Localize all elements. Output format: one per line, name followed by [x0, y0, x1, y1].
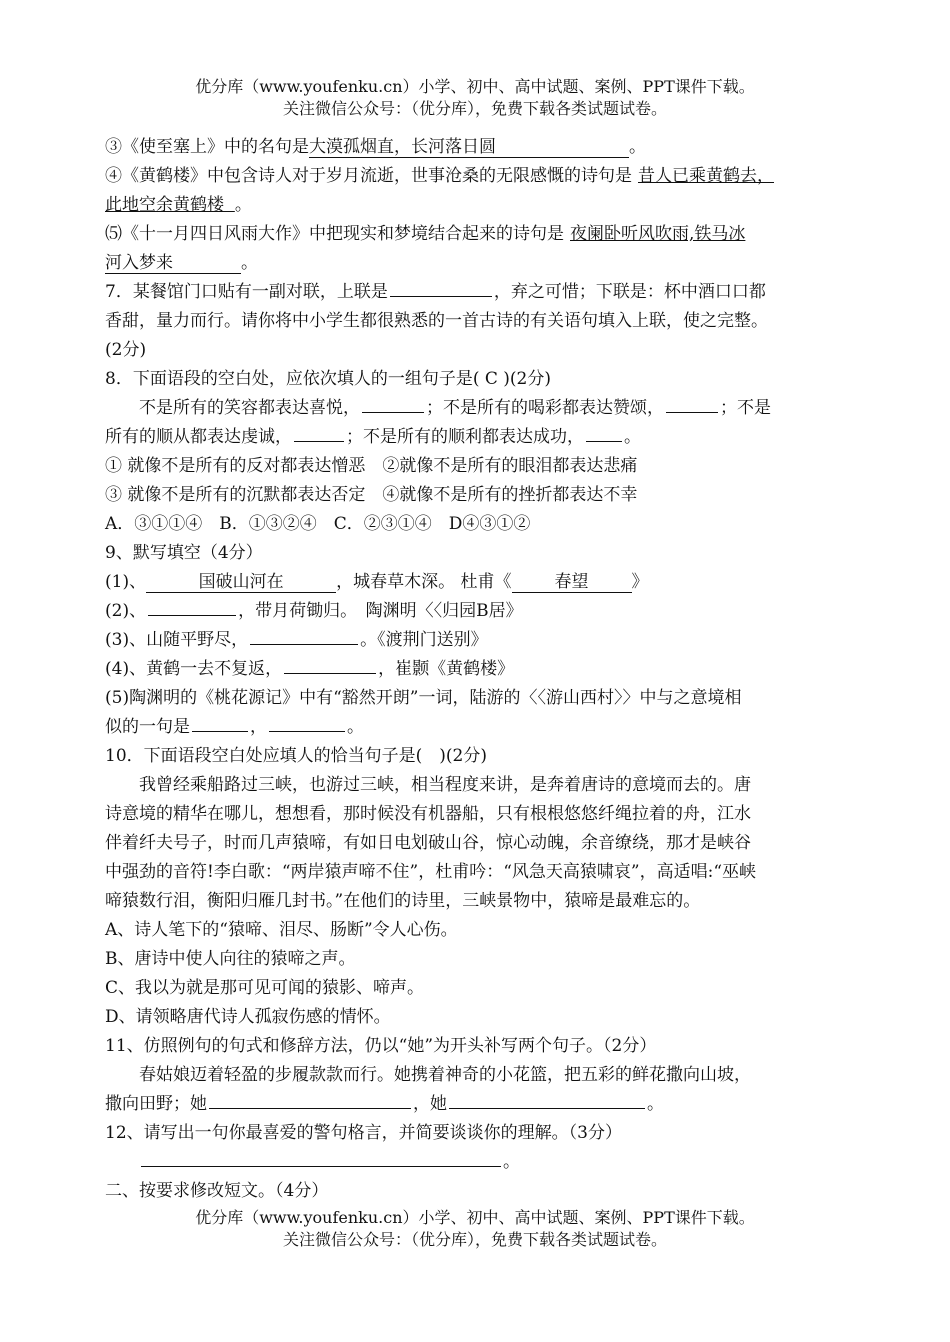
q11-para-1: 春姑娘迈着轻盈的步履款款而行。她携着神奇的小花篮，把五彩的鲜花撒向山坡， [139, 1065, 751, 1085]
q9-line1: (1)、 国破山河在 ，城春草木深。 杜甫《 春望 》 [105, 572, 649, 592]
q8-blank-2 [666, 394, 718, 413]
q8-stem: 8．下面语段的空白处，应依次填人的一组句子是( C )(2分) [105, 369, 551, 389]
q11-para-2: 撒向田野；她 ，她 。 [105, 1090, 847, 1119]
q6-item4-cont: 此地空余黄鹤楼 。 [105, 195, 252, 215]
q10-para-3: 伴着纤夫号子，时而几声猿啼，有如日电划破山谷，惊心动魄，余音缭绕，那才是峡谷 [105, 833, 751, 853]
q10-option-a: A、诗人笔下的“猿啼、泪尽、肠断”令人心伤。 [105, 920, 458, 940]
q6-item5-answer-b: 河入梦来 [105, 253, 241, 274]
q7-line2: 香甜，量力而行。请你将中小学生都很熟悉的一首古诗的有关语句填入上联，使之完整。 [105, 311, 768, 331]
q6-item3-answer: 大漠孤烟直，长河落日圆 [309, 137, 629, 158]
q10-para-4: 中强劲的音符!李白歌：“两岸猿声啼不住”，杜甫吟：“风急天高猿啸哀”，高适唱:“巫峡 [105, 862, 757, 882]
q9-line5: (5)陶渊明的《桃花源记》中有“豁然开朗”一词，陆游的〈〈游山西村〉〉中与之意境相 [105, 688, 742, 708]
q9-blank-4 [284, 655, 376, 674]
q7-line1: 7．某餐馆门口贴有一副对联，上联是 ，弃之可惜；下联是：杯中酒口口都 [105, 278, 847, 307]
q10-para-1: 我曾经乘船路过三峡，也游过三峡，相当程度来讲，是奔着唐诗的意境而去的。唐 [139, 775, 751, 795]
q7-line3: (2分) [105, 340, 147, 360]
q6-item5-cont: 河入梦来 。 [105, 253, 258, 273]
q11-blank-1 [209, 1090, 411, 1109]
q7-blank [390, 278, 492, 297]
q9-blank-2 [148, 597, 236, 616]
footer-line-2: 关注微信公众号：（优分库），免费下载各类试题试卷。 [282, 1230, 667, 1249]
q8-blank-4 [586, 423, 622, 442]
header-line-2: 关注微信公众号：（优分库），免费下载各类试题试卷。 [282, 99, 667, 118]
q9-blank-3 [250, 626, 358, 645]
q10-option-d: D、请领略唐代诗人孤寂伤感的情怀。 [105, 1007, 391, 1027]
q9-line1-title: 春望 [512, 572, 632, 593]
q9-blank-5b [269, 713, 345, 732]
page-footer [0, 1207, 950, 1251]
q12-blank [141, 1148, 501, 1167]
q10-para-5: 啼猿数行泪，衡阳归雁几封书。”在他们的诗里，三峡景物中，猿啼是最难忘的。 [105, 891, 701, 911]
section-2-title: 二、按要求修改短文。（4分） [105, 1181, 329, 1201]
page-header [0, 76, 950, 120]
q6-item3: ③《使至塞上》中的名句是大漠孤烟直，长河落日圆 。 [105, 137, 646, 157]
q10-stem: 10．下面语段空白处应填人的恰当句子是( )(2分) [105, 746, 487, 766]
q12-answer-line: 。 [105, 1148, 847, 1177]
q8-options-1: ① 就像不是所有的反对都表达憎恶 ②就像不是所有的眼泪都表达悲痛 [105, 456, 638, 476]
q10-para-2: 诗意境的精华在哪儿，想想看，那时候没有机器船，只有根根悠悠纤绳拉着的舟，江水 [105, 804, 751, 824]
header-line-1: 优分库（www.youfenku.cn）小学、初中、高中试题、案例、PPT课件下载。 [195, 77, 755, 96]
q6-item4: ④《黄鹤楼》中包含诗人对于岁月流逝，世事沧桑的无限感慨的诗句是 昔人已乘黄鹤去， [105, 166, 774, 186]
q9-title: 9、默写填空（4分） [105, 543, 263, 563]
q10-option-b: B、唐诗中使人向往的猿啼之声。 [105, 949, 356, 969]
q8-para2: 所有的顺从都表达虔诚， ；不是所有的顺利都表达成功， 。 [105, 423, 847, 452]
q6-item4-answer-a: 昔人已乘黄鹤去， [638, 166, 774, 186]
q11-stem: 11、仿照例句的句式和修辞方法，仍以“她”为开头补写两个句子。（2分） [105, 1036, 657, 1056]
q10-option-c: C、我以为就是那可见可闻的猿影、啼声。 [105, 978, 425, 998]
q9-line4: (4)、黄鹤一去不复返， ，崔颢《黄鹤楼》 [105, 655, 847, 684]
q8-blank-3 [294, 423, 344, 442]
q9-line2: (2)、 ，带月荷锄归。 陶渊明〈〈归园B居》 [105, 597, 847, 626]
q6-item4-answer-b: 此地空余黄鹤楼 [105, 195, 224, 215]
footer-line-1: 优分库（www.youfenku.cn）小学、初中、高中试题、案例、PPT课件下载。 [195, 1208, 755, 1227]
q9-line3: (3)、山随平野尽， 。《渡荆门送别》 [105, 626, 847, 655]
q9-line5-cont: 似的一句是 ， 。 [105, 713, 847, 742]
q6-item5: ⑸《十一月四日风雨大作》中把现实和梦境结合起来的诗句是 夜阑卧听风吹雨,铁马冰 [105, 224, 746, 244]
q9-blank-5a [192, 713, 248, 732]
q8-blank-1 [362, 394, 424, 413]
q6-item5-answer-a: 夜阑卧听风吹雨,铁马冰 [570, 224, 746, 244]
q11-blank-2 [449, 1090, 645, 1109]
q12-stem: 12、请写出一句你最喜爱的警句格言，并简要谈谈你的理解。（3分） [105, 1123, 622, 1143]
q9-line1-answer: 国破山河在 [146, 572, 336, 593]
document-body [105, 133, 847, 1206]
q8-choices: A．③①①④ B．①③②④ C．②③①④ D④③①② [105, 514, 531, 534]
q8-answer: C [484, 369, 498, 389]
q8-para1: 不是所有的笑容都表达喜悦， ；不是所有的喝彩都表达赞颂， ；不是 [105, 394, 847, 423]
q8-options-2: ③ 就像不是所有的沉默都表达否定 ④就像不是所有的挫折都表达不幸 [105, 485, 638, 505]
